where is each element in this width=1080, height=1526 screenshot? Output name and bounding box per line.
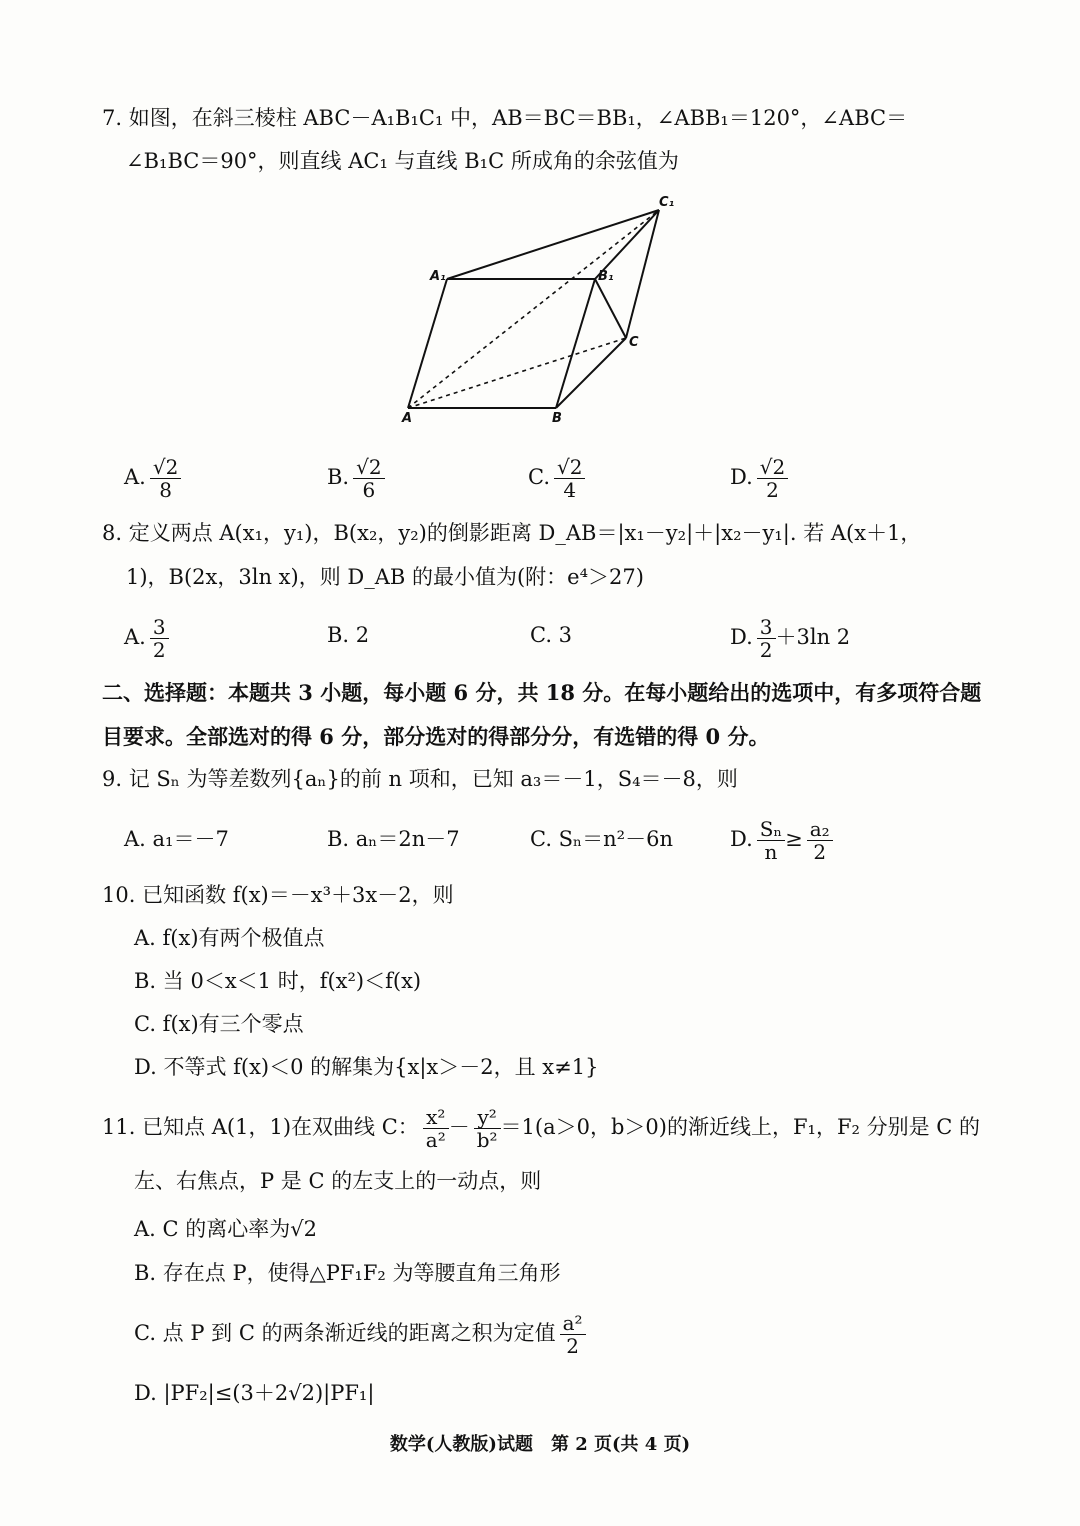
- label-B1: B₁: [598, 269, 614, 284]
- q11-option-c: C. 点 P 到 C 的两条渐近线的距离之积为定值 $\frac{\text{a²}}{2}$: [134, 1312, 586, 1357]
- q7-option-c: C. $\frac{√2}{4}$: [528, 456, 585, 501]
- page-footer: 数学(人教版)试题 第 2 页(共 4 页): [389, 1434, 691, 1455]
- section2-line1: 二、选择题：本题共 3 小题，每小题 6 分，共 18 分。在每小题给出的选项中，有多项符合题: [102, 680, 982, 705]
- q10-stem: 10. 已知函数 f(x)＝－x³＋3x－2，则: [102, 883, 454, 907]
- q8-stem-line1: 8. 定义两点 A(x₁，y₁)，B(x₂，y₂)的倒影距离 D_AB＝|x₁－y₂|＋|x₂－y₁|. 若 A(x＋1，: [102, 521, 922, 545]
- q11-option-d: D. |PF₂|≤(3＋2√2)|PF₁|: [134, 1381, 375, 1405]
- q10-option-c: C. f(x)有三个零点: [134, 1012, 304, 1036]
- label-A: A: [402, 411, 413, 426]
- q9-option-c: C. Sₙ＝n²－6n: [530, 827, 673, 851]
- q8-option-a: A. $\frac{3}{2}$: [124, 616, 169, 661]
- label-B: B: [552, 411, 562, 426]
- q9-option-d: D. $\frac{\text{Sₙ}}{n}$ ≥ $\frac{\text{a₂}}{2}$: [730, 818, 833, 863]
- q8-option-b: B. 2: [327, 623, 370, 647]
- q9-option-a: A. a₁＝－7: [124, 827, 229, 851]
- q7-option-b: B. $\frac{√2}{6}$: [327, 456, 385, 501]
- q11-option-a: A. C 的离心率为√2: [134, 1217, 318, 1241]
- q11-option-b: B. 存在点 P，使得△PF₁F₂ 为等腰直角三角形: [134, 1261, 561, 1285]
- q7-option-d: D. $\frac{√2}{2}$: [730, 456, 788, 501]
- q11-stem-line1: 11. 已知点 A(1，1)在双曲线 C： $\frac{\text{x²}}{\text{a²}}$ － $\frac{\text{y²}}{\text{b²}}$ ＝1(a＞0，b＞0)的渐近线上，F₁，F₂ 分别是 C 的: [102, 1105, 981, 1152]
- q9-stem: 9. 记 Sₙ 为等差数列{aₙ}的前 n 项和，已知 a₃＝－1，S₄＝－8，则: [102, 767, 738, 791]
- q8-option-d: D. $\frac{3}{2}$ ＋3ln 2: [730, 615, 851, 662]
- prism-figure: [380, 190, 700, 430]
- q8-stem-line2: 1)，B(2x，3ln x)，则 D_AB 的最小值为(附：e⁴＞27): [126, 565, 644, 589]
- q7-stem-line1: 7. 如图，在斜三棱柱 ABC－A₁B₁C₁ 中，AB＝BC＝BB₁，∠ABB₁＝120°，∠ABC＝: [102, 106, 908, 130]
- q7-stem-line2: ∠B₁BC＝90°，则直线 AC₁ 与直线 B₁C 所成角的余弦值为: [126, 149, 679, 173]
- q9-option-b: B. aₙ＝2n－7: [327, 827, 460, 851]
- q11-stem-line2: 左、右焦点，P 是 C 的左支上的一动点，则: [134, 1169, 542, 1193]
- q10-option-b: B. 当 0＜x＜1 时，f(x²)＜f(x): [134, 969, 422, 993]
- q10-option-d: D. 不等式 f(x)＜0 的解集为{x|x＞－2，且 x≠1}: [134, 1055, 599, 1079]
- label-C1: C₁: [659, 195, 675, 210]
- section2-line2: 目要求。全部选对的得 6 分，部分选对的得部分分，有选错的得 0 分。: [102, 724, 770, 749]
- label-A1: A₁: [430, 269, 446, 284]
- q7-option-a: A. $\frac{√2}{8}$: [124, 456, 181, 501]
- q8-option-c: C. 3: [530, 623, 573, 647]
- label-C: C: [629, 335, 639, 350]
- q10-option-a: A. f(x)有两个极值点: [134, 926, 325, 950]
